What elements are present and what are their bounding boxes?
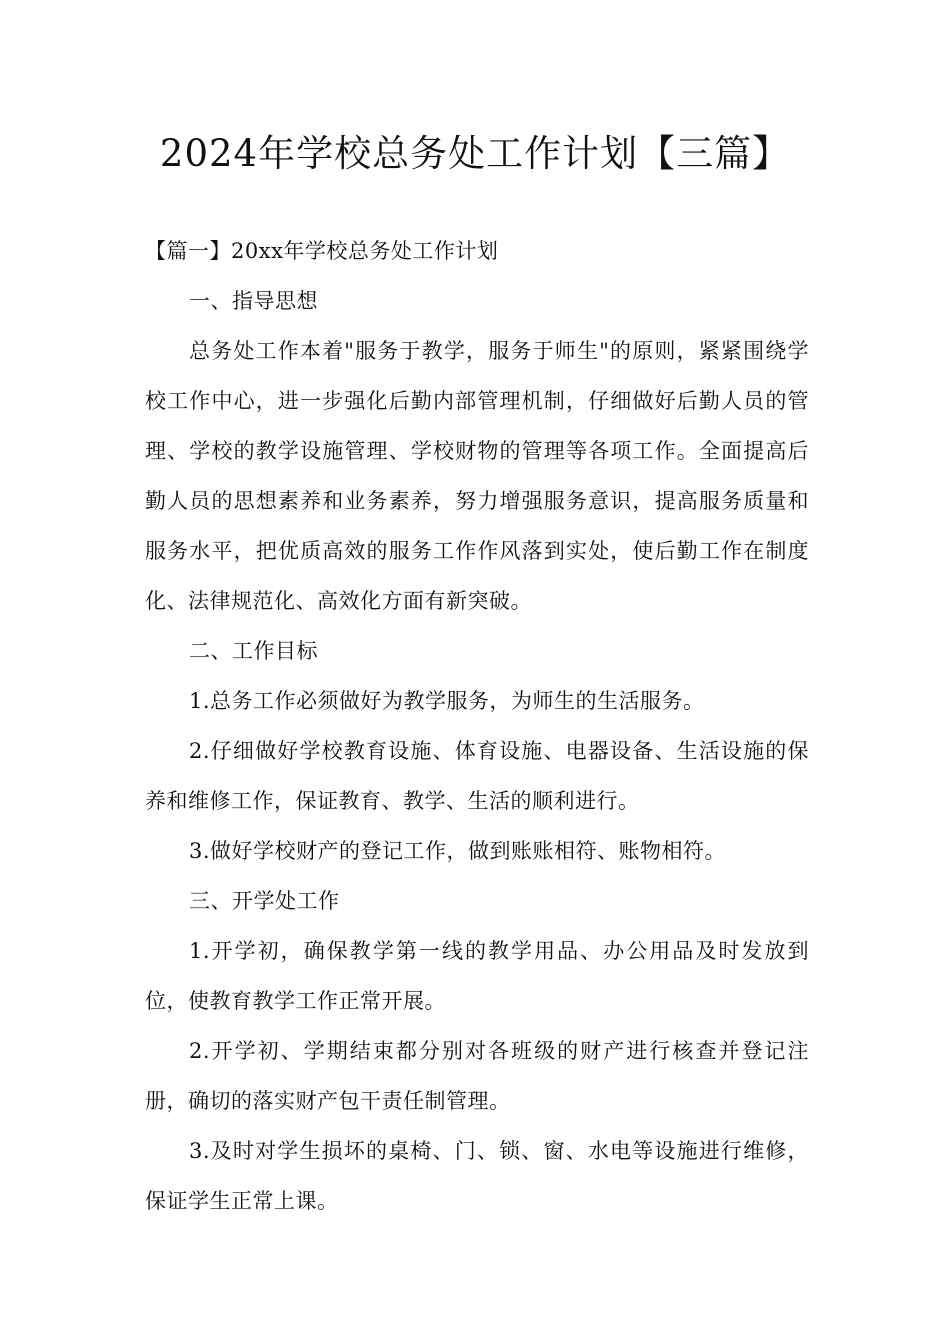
heading-guiding-ideology: 一、指导思想 bbox=[189, 289, 318, 313]
goal-item-2: 2.仔细做好学校教育设施、体育设施、电器设备、生活设施的保养和维修工作，保证教育、教学、生活的顺利进行。 bbox=[145, 739, 809, 813]
heading-term-start-work: 三、开学处工作 bbox=[189, 889, 340, 913]
term-start-item-1: 1.开学初，确保教学第一线的教学用品、办公用品及时发放到位，使教育教学工作正常开展。 bbox=[145, 939, 809, 1013]
heading-work-goals: 二、工作目标 bbox=[189, 639, 318, 663]
section-heading-part-one: 【篇一】20xx年学校总务处工作计划 bbox=[145, 239, 499, 263]
term-start-item-3: 3.及时对学生损坏的桌椅、门、锁、窗、水电等设施进行维修，保证学生正常上课。 bbox=[145, 1139, 809, 1213]
document-title: 2024年学校总务处工作计划【三篇】 bbox=[159, 132, 791, 175]
document-body bbox=[145, 226, 809, 1226]
goal-item-1: 1.总务工作必须做好为教学服务，为师生的生活服务。 bbox=[189, 689, 705, 713]
goal-item-3: 3.做好学校财产的登记工作，做到账账相符、账物相符。 bbox=[189, 839, 727, 863]
paragraph-guiding-ideology: 总务处工作本着"服务于教学，服务于师生"的原则，紧紧围绕学校工作中心，进一步强化后勤内部管理机制，仔细做好后勤人员的管理、学校的教学设施管理、学校财物的管理等各项工作。全面提高后勤人员的思想素养和业务素养，努力增强服务意识，提高服务质量和服务水平，把优质高效的服务工作作风落到实处，使后勤工作在制度化、法律规范化、高效化方面有新突破。 bbox=[145, 339, 809, 613]
term-start-item-2: 2.开学初、学期结束都分别对各班级的财产进行核查并登记注册，确切的落实财产包干责任制管理。 bbox=[145, 1039, 809, 1113]
